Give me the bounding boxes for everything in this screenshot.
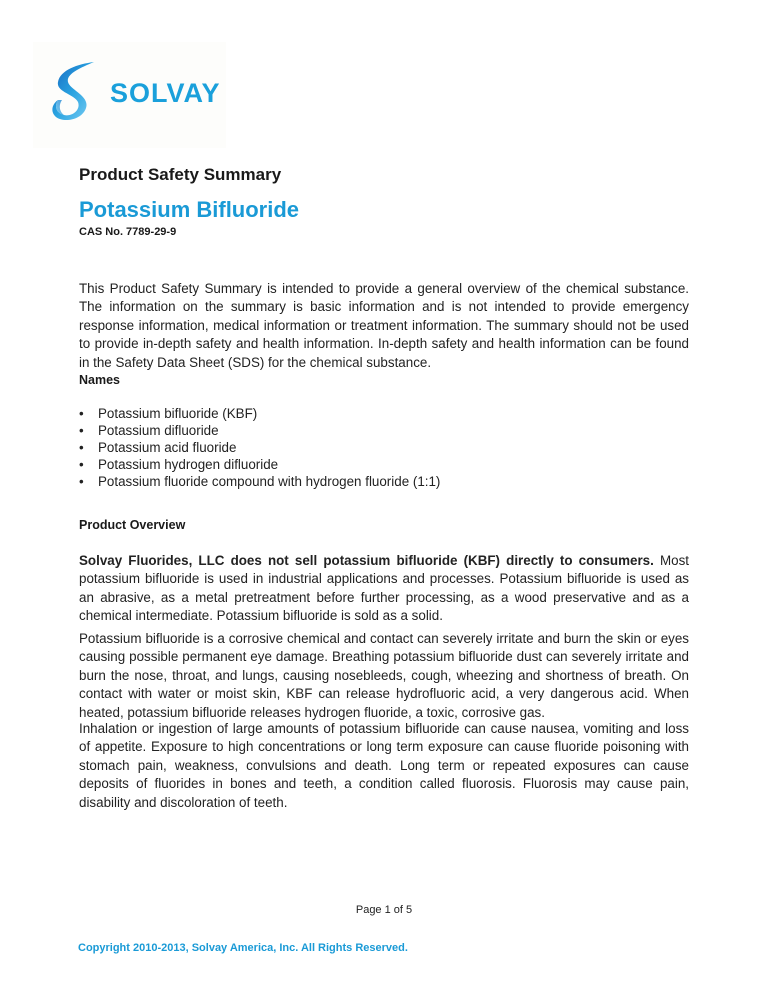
overview-paragraph-2: Potassium bifluoride is a corrosive chemical and contact can severely irritate and burn the skin or eyes causing possible permanent eye damage. Breathing potassium bifluoride dust can severely irritate and burn the nose, throat, and lungs, causing nosebleeds, cough, wheezing and shortness of breath. On contact with water or moist skin, KBF can release hydrofluoric acid, a very dangerous acid. When heated, potassium bifluoride releases hydrogen fluoride, a toxic, corrosive gas. bbox=[79, 631, 689, 720]
names-heading: Names bbox=[79, 373, 120, 387]
solvay-s-swoosh-icon bbox=[48, 60, 98, 122]
list-item: • Potassium hydrogen difluoride bbox=[79, 457, 279, 472]
document-type: Product Safety Summary bbox=[79, 165, 282, 184]
overview-paragraph-3: Inhalation or ingestion of large amounts of potassium bifluoride can cause nausea, vomiting and loss of appetite. Exposure to high concentrations or long term exposure can cause fluoride poisoning with stomach pain, weakness, convulsions and death. Long term or repeated exposures can cause deposits of fluorides in bones and teeth, a condition called fluorosis. Fluorosis may cause pain, disability and discoloration of teeth. bbox=[79, 721, 689, 810]
list-item: • Potassium acid fluoride bbox=[79, 440, 237, 455]
overview-paragraph-1: Solvay Fluorides, LLC does not sell potassium bifluoride (KBF) directly to consumers. Most potassium bifluoride is used in industrial applications and processes. Potassium bifluoride is used as an abrasive, as a metal pretreatment before further processing, as a wood preservative and as a chemical intermediate. Potassium bifluoride is sold as a solid. bbox=[79, 553, 689, 624]
names-list bbox=[79, 405, 440, 490]
page-number: Page 1 of 5 bbox=[355, 904, 413, 916]
brand-name: SOLVAY bbox=[110, 78, 221, 108]
list-item: • Potassium difluoride bbox=[79, 423, 219, 438]
bullet-icon: • bbox=[79, 474, 84, 489]
copyright-notice: Copyright 2010-2013, Solvay America, Inc. All Rights Reserved. bbox=[78, 942, 408, 954]
cas-number: CAS No. 7789-29-9 bbox=[79, 226, 177, 238]
product-overview-heading: Product Overview bbox=[79, 518, 186, 532]
bullet-icon: • bbox=[79, 406, 84, 421]
list-item: • Potassium fluoride compound with hydrogen fluoride (1:1) bbox=[79, 474, 441, 489]
company-logo bbox=[33, 42, 226, 148]
list-item: • Potassium bifluoride (KBF) bbox=[79, 406, 258, 421]
consumer-notice: Solvay Fluorides, LLC does not sell potassium bifluoride (KBF) directly to consumers. bbox=[79, 553, 654, 568]
page-title: Potassium Bifluoride bbox=[79, 197, 300, 222]
bullet-icon: • bbox=[79, 423, 84, 438]
bullet-icon: • bbox=[79, 457, 84, 472]
intro-paragraph: This Product Safety Summary is intended to provide a general overview of the chemical substance. The information on the summary is basic information and is not intended to provide emergency response information, medical information or treatment information. The summary should not be used to provide in-depth safety and health information. In-depth safety and health information can be found in the Safety Data Sheet (SDS) for the chemical substance. bbox=[79, 281, 689, 370]
bullet-icon: • bbox=[79, 440, 84, 455]
